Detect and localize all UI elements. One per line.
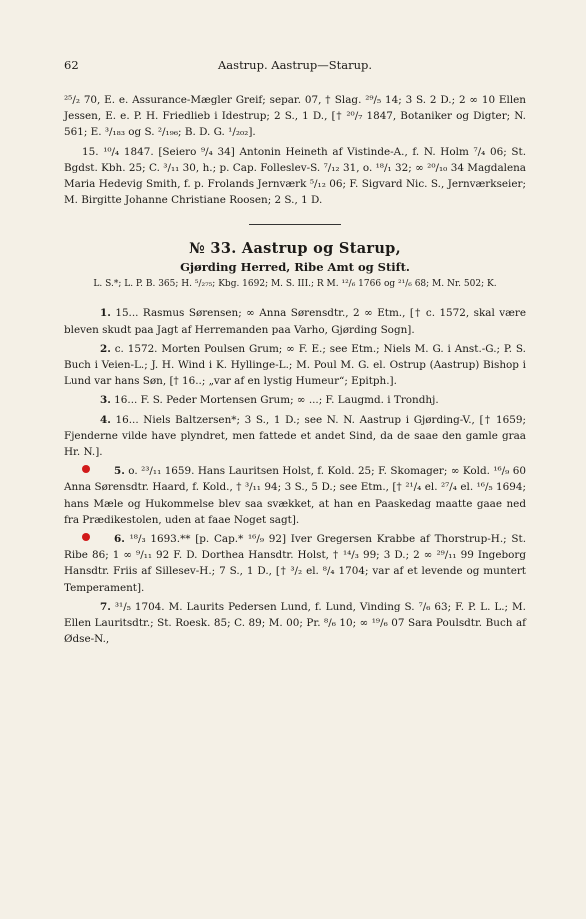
entry-number: 5. <box>114 465 125 478</box>
red-bullet-marker <box>82 465 90 473</box>
list-item <box>64 305 526 337</box>
list-item <box>64 341 526 390</box>
entry-text: ³¹/₅ 1704. M. Laurits Pedersen Lund, f. Lund, Vinding S. ⁷/₆ 63; F. P. L. L.; M. Ellen Lauritsdtr.; St. Roesk. 85; C. 89; M. 00; Pr. ⁸/₆ 10; ∞ ¹⁹/₆ 07 Sara Poulsdtr. Buch af Ødse-N., <box>64 600 526 646</box>
page-number: 62 <box>64 58 79 72</box>
entry-text: 16... F. S. Peder Mortensen Grum; ∞ ...; F. Laugmd. i Trondhj. <box>114 394 439 407</box>
list-item <box>64 531 526 596</box>
entry-number: 2. <box>100 342 111 355</box>
entry-text: c. 1572. Morten Poulsen Grum; ∞ F. E.; see Etm.; Niels M. G. i Anst.-G.; P. S. Buch i Veien-L.; J. H. Wind i K. Hyllinge-L.; M. Poul M. G. el. Ostrup (Aastrup) Bishop i Lund var hans Søn, [† 16..; „var af en lystig Humeur“; Epitph.]. <box>64 342 526 388</box>
previous-entry-continuation: ²⁵/₂ 70, E. e. Assurance-Mægler Greif; separ. 07, † Slag. ²⁹/₅ 14; 3 S. 2 D.; 2 ∞ 10 Ellen Jessen, E. e. P. H. Friedlieb i Idestrup; 2 S., 1 D., [† ²⁰/₇ 1847, Botaniker og Digter; N. 561; E. ³/₁₈₃ og S. ²/₁₉₆; B. D. G. ¹/₂₀₂]. <box>64 94 526 139</box>
entry-number: 6. <box>114 533 125 546</box>
entry-number: 7. <box>100 600 111 613</box>
entry-number: 4. <box>100 413 111 426</box>
section-sources: L. S.*; L. P. B. 365; H. ⁵/₂₇₅; Kbg. 1692; M. S. III.; R M. ¹²/₆ 1766 og ²¹/₆ 68; M. Nr. 502; K. <box>93 279 497 290</box>
entry-number: 1. <box>100 307 111 320</box>
list-item <box>64 392 526 408</box>
entry-text: o. ²³/₁₁ 1659. Hans Lauritsen Holst, f. Kold. 25; F. Skomager; ∞ Kold. ¹⁶/₉ 60 Anna Sørensdtr. Haard, f. Kold., † ³/₁₁ 94; 3 S., 5 D.; see Etm., [† ²¹/₄ el. ²⁷/₄ el. ¹⁶/₅ 1694; hans Mæle og Hukommelse blev saa svækket, at han en Paaskedag maatte gaae ned fra Prædikestolen, uden at faae Noget sagt]. <box>64 465 527 526</box>
red-bullet-marker <box>82 533 90 541</box>
entry-list <box>64 305 526 647</box>
entry-text: 16... Niels Baltzersen*; 3 S., 1 D.; see N. N. Aastrup i Gjørding-V., [† 1659; Fjenderne vilde have plyndret, men fattede et andet Sind, da de saae den gamle graa Hr. N.]. <box>64 413 526 459</box>
list-item <box>64 463 526 528</box>
entry-text: ¹⁸/₃ 1693.** [p. Cap.* ¹⁶/₉ 92] Iver Gregersen Krabbe af Thorstrup-H.; St. Ribe 86; 1 ∞ ⁹/₁₁ 92 F. D. Dorthea Hansdtr. Holst, † ¹⁴/₃ 99; 3 D.; 2 ∞ ²⁹/₁₁ 99 Ingeborg Hansdtr. Friis af Sillesev-H.; 7 S., 1 D., [† ³/₂ el. ⁸/₄ 1704; var af et levende og muntert Temperament]. <box>64 533 526 594</box>
page-body <box>64 92 526 647</box>
section-title: № 33. Aastrup og Starup, <box>189 240 401 258</box>
previous-entry-15: 15. ¹⁰/₄ 1847. [Seiero ⁹/₄ 34] Antonin Heineth af Vistinde-A., f. N. Holm ⁷/₄ 06; St. Bgdst. Kbh. 25; C. ³/₁₁ 30, h.; p. Cap. Folleslev-S. ⁷/₁₂ 31, o. ¹⁸/₁ 32; ∞ ²⁰/₁₀ 34 Magdalena Maria Hedevig Smith, f. p. Frolands Jernværk ⁵/₁₂ 06; F. Sigvard Nic. S., Jernværkseier; M. Birgitte Johanne Christiane Roosen; 2 S., 1 D. <box>64 145 526 207</box>
entry-number: 3. <box>100 394 111 407</box>
section-divider <box>249 224 341 225</box>
list-item <box>64 412 526 461</box>
running-title: Aastrup. Aastrup—Starup. <box>218 58 372 72</box>
page-header <box>64 58 526 78</box>
list-item <box>64 599 526 648</box>
entry-text: 15... Rasmus Sørensen; ∞ Anna Sørensdtr., 2 ∞ Etm., [† c. 1572, skal være bleven skudt paa Jagt af Herremanden paa Varho, Gjørding Sogn]. <box>64 307 527 336</box>
section-subtitle: Gjørding Herred, Ribe Amt og Stift. <box>180 260 410 275</box>
